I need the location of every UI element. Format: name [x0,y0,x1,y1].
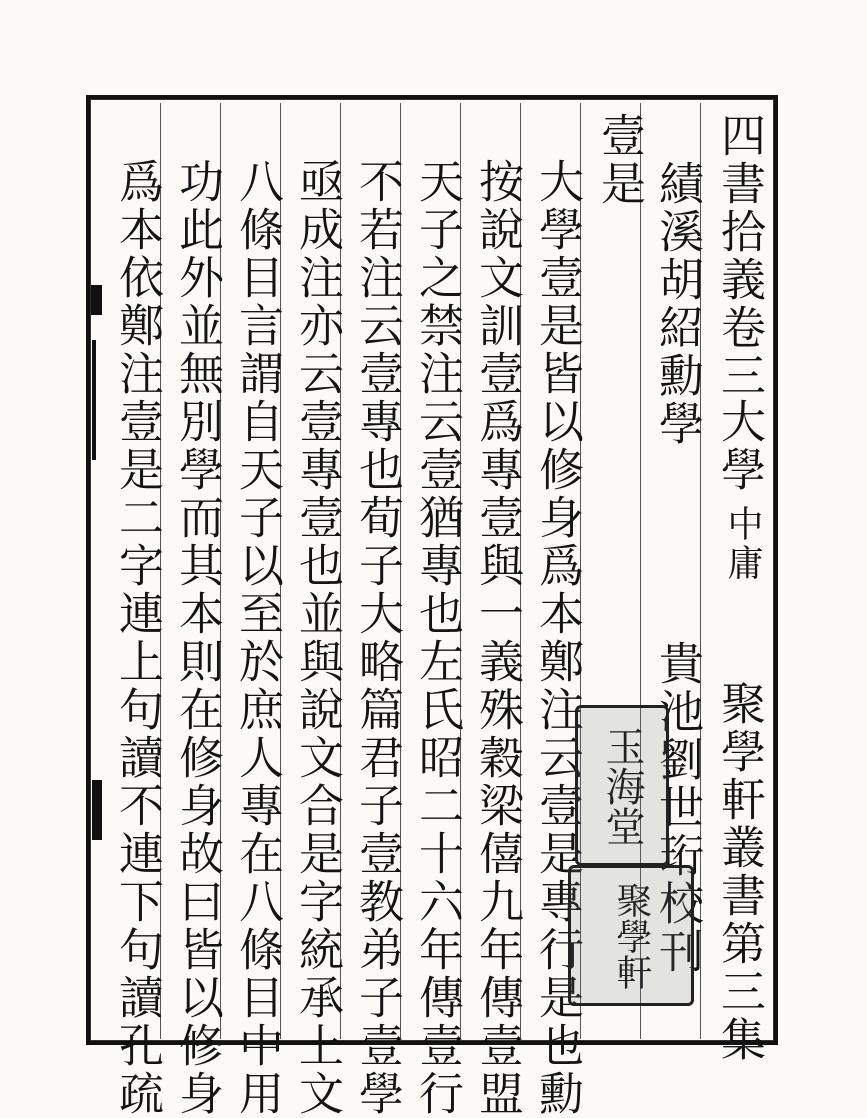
section-daxue: 大學 [713,398,766,494]
author-line: 績溪胡紹勳學 [651,160,704,448]
editor-line: 貴池劉世珩校刊 [651,640,704,976]
body-column-4: 不若注云壹專也荀子大略篇君子壹教弟子壹學 [351,158,404,1118]
body-column-1: 大學壹是皆以修身爲本鄭注云壹是專行是也勳 [531,158,584,1118]
body-column-5: 亟成注亦云壹專壹也並與說文合是字統承上文 [291,158,344,1118]
book-title: 四書拾義卷三 [713,112,766,400]
section-heading: 壹是 [593,112,646,208]
body-column-7: 功此外並無別學而其本則在修身故曰皆以修身 [171,158,224,1118]
collector-seal: 聚學軒 [568,865,694,1006]
series-title: 聚學軒叢書第三集 [713,680,766,1064]
body-column-3: 天子之禁注云壹猶專也左氏昭二十六年傳壹行 [411,158,464,1118]
body-column-2: 按說文訓壹爲專壹與一義殊穀梁僖九年傳壹盟 [471,158,524,1118]
collector-seal: 玉海堂 [575,705,669,866]
section-zhongyong: 中庸 [722,505,763,583]
body-column-6: 八條目言謂自天子以至於庶人專在八條目中用 [231,158,284,1118]
body-column-8: 爲本依鄭注壹是二字連上句讀不連下句讀孔疏 [111,158,164,1118]
